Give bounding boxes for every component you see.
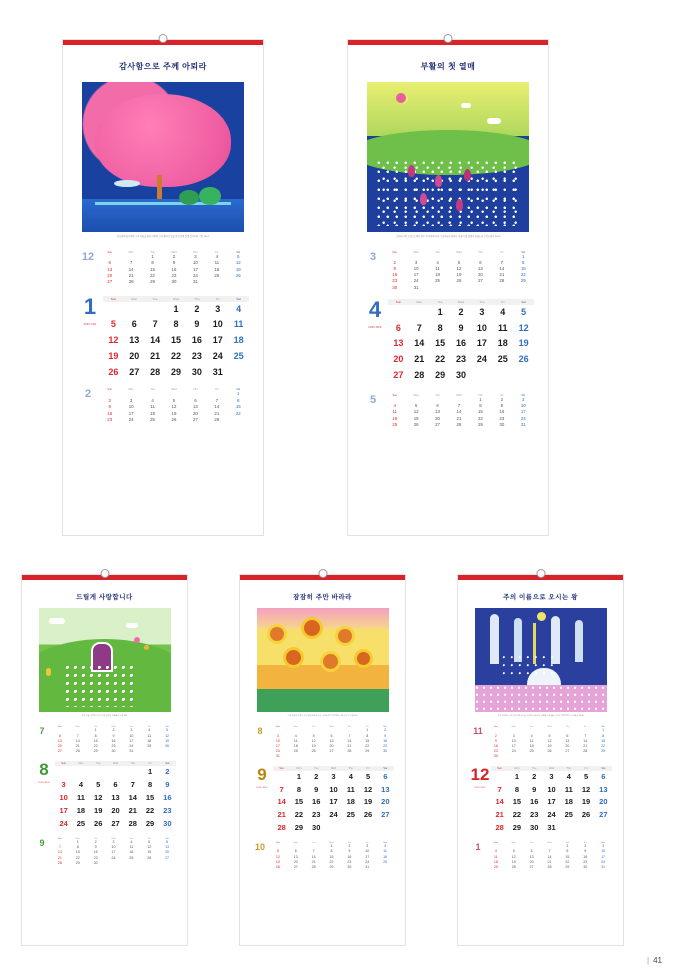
mini-weeks: 1 2 3 4 5 6 7 8 9 10 11 12 13 14 15 16 17 18 19 20 21 22 23 24 25 26 27 28 — [107, 391, 241, 422]
page-number — [647, 956, 662, 965]
main-month-year: 2025 APR — [368, 325, 382, 329]
poster-hook-icon — [159, 34, 168, 43]
main-month-block — [251, 766, 394, 835]
main-weeks: 1 2 3 4 5 6 7 8 9 10 11 12 13 14 15 16 17 18 19 20 21 22 23 24 25 26 27 28 29 30 — [277, 771, 390, 833]
dow-tue: Tue — [529, 726, 534, 729]
dow-sun: Sun — [493, 842, 498, 845]
mini-month-next — [33, 838, 176, 866]
dow-wed: Wed — [111, 726, 116, 729]
dow-sat: Sat — [165, 726, 169, 729]
dow-tue: Tue — [311, 842, 316, 845]
dow-sun: Sun — [107, 250, 113, 254]
mini-month-next — [469, 842, 612, 870]
dow-fri: Fri — [366, 766, 370, 770]
mini-weeks: 1 2 3 4 5 6 7 8 9 10 11 12 13 14 15 16 17 18 19 20 21 22 23 24 25 26 27 28 29 30 31 — [275, 844, 388, 869]
dow-sun: Sun — [57, 837, 62, 840]
mini-month-prev — [77, 251, 249, 286]
poster-caption: 내가 주를 사랑하나이다 나의 힘이신 여호와여 시편 18:1 — [81, 715, 128, 717]
dow-mon: Mon — [131, 296, 138, 301]
dow-thu: Thu — [479, 299, 485, 304]
dow-mon: Mon — [78, 762, 84, 766]
dow-fri: Fri — [500, 393, 504, 397]
mini-weeks: 1 2 3 4 5 6 7 8 9 10 11 12 13 14 15 16 17 18 19 20 21 22 23 24 25 26 27 28 29 30 31 — [392, 396, 526, 428]
main-month-number: 8 — [39, 760, 49, 780]
dow-fri: Fri — [215, 296, 220, 301]
main-weeks: 1 2 3 4 5 6 7 8 9 10 11 12 13 14 15 16 17 18 19 20 21 22 23 24 25 26 27 28 29 30 — [59, 767, 172, 829]
dow-tue: Tue — [532, 766, 537, 770]
dow-mon: Mon — [75, 837, 80, 840]
dow-wed: Wed — [111, 837, 116, 840]
dow-wed: Wed — [330, 766, 337, 770]
dow-thu: Thu — [129, 726, 134, 729]
mini-month-number: 1 — [475, 842, 481, 853]
dow-wed: Wed — [329, 842, 334, 845]
dow-fri: Fri — [147, 837, 151, 840]
dow-sun: Sun — [61, 762, 66, 766]
dow-sat: Sat — [601, 726, 605, 729]
dow-fri: Fri — [583, 842, 587, 845]
mini-weeks: 1 2 3 4 5 6 7 8 9 10 11 12 13 14 15 16 17 18 19 20 21 22 23 24 25 26 27 28 29 30 31 — [107, 253, 241, 285]
poster-caption: 찬송하리로다 주의 이름으로 오시는 왕이여 하늘에는 평화요 가장 높은 곳에는 영광이로다 누가복음 19:38 — [497, 715, 584, 717]
main-month-year: 2025 JAN — [83, 322, 97, 326]
poster-hook-icon — [100, 569, 109, 578]
dow-wed: Wed — [171, 388, 177, 392]
dow-sun: Sun — [275, 726, 280, 729]
mini-weeks: 1 2 3 4 5 6 7 8 9 10 11 12 13 14 15 16 17 18 19 20 21 22 23 24 25 26 27 28 29 30 31 — [57, 728, 170, 754]
poster-title: 잠잠히 주만 바라라 — [293, 594, 352, 601]
main-weeks: 1 2 3 4 5 6 7 8 9 10 11 12 13 14 15 16 17 18 19 20 21 22 23 24 25 26 27 28 29 30 — [393, 306, 529, 380]
dow-mon: Mon — [293, 842, 298, 845]
main-month-year: 2025 AUG — [38, 782, 50, 785]
dow-mon: Mon — [128, 388, 134, 392]
mini-month-number: 11 — [473, 726, 483, 737]
dow-tue: Tue — [93, 837, 98, 840]
mini-weeks: 1 2 3 4 5 6 7 8 9 10 11 12 13 14 15 16 17 18 19 20 21 22 23 24 25 26 27 28 29 30 31 — [493, 844, 606, 869]
dow-mon: Mon — [293, 726, 298, 729]
main-weeks: 1 2 3 4 5 6 7 8 9 10 11 12 13 14 15 16 17 18 19 20 21 22 23 24 25 26 27 28 29 30 31 — [108, 303, 244, 377]
mini-month-next — [362, 394, 534, 429]
dow-wed: Wed — [171, 250, 177, 254]
dow-thu: Thu — [130, 762, 136, 766]
page-number-bar: | — [647, 956, 650, 965]
dow-sat: Sat — [383, 842, 387, 845]
mini-weeks: 1 2 3 4 5 6 7 8 9 10 11 12 13 14 15 16 17 18 19 20 21 22 23 24 25 26 27 28 29 30 31 — [392, 253, 526, 290]
dow-sat: Sat — [165, 762, 170, 766]
dow-thu: Thu — [347, 726, 352, 729]
dow-thu: Thu — [478, 393, 483, 397]
dow-thu: Thu — [193, 250, 198, 254]
mini-month-number: 5 — [369, 393, 377, 406]
dow-tue: Tue — [529, 842, 534, 845]
dow-fri: Fri — [583, 726, 587, 729]
dow-tue: Tue — [311, 726, 316, 729]
dow-sat: Sat — [521, 299, 526, 304]
dow-mon: Mon — [296, 766, 302, 770]
main-month-number: 1 — [83, 293, 97, 319]
dow-fri: Fri — [584, 766, 588, 770]
dow-fri: Fri — [215, 388, 219, 392]
dow-sat: Sat — [383, 726, 387, 729]
calendar-poster-dec[interactable] — [458, 575, 623, 945]
dow-sat: Sat — [236, 250, 241, 254]
dow-wed: Wed — [112, 762, 119, 766]
dow-wed: Wed — [329, 726, 334, 729]
dow-sun: Sun — [497, 766, 502, 770]
dow-thu: Thu — [566, 766, 572, 770]
mini-month-number: 3 — [369, 250, 377, 263]
main-month-number: 4 — [368, 296, 382, 322]
dow-thu: Thu — [478, 250, 483, 254]
mini-month-number: 9 — [39, 837, 45, 848]
dow-mon: Mon — [416, 299, 423, 304]
dow-tue: Tue — [150, 388, 155, 392]
dow-sun: Sun — [279, 766, 284, 770]
poster-artwork-lotus-field — [367, 82, 529, 232]
dow-sun: Sun — [392, 250, 398, 254]
poster-artwork-pink-blossom-tree — [82, 82, 244, 232]
calendar-poster-jan[interactable] — [63, 40, 263, 535]
main-month-block — [469, 766, 612, 835]
mini-month-number: 10 — [254, 842, 265, 853]
dow-mon: Mon — [413, 250, 419, 254]
dow-sun: Sun — [493, 726, 498, 729]
mini-month-number: 12 — [81, 250, 95, 263]
dow-mon: Mon — [75, 726, 80, 729]
mini-month-number: 7 — [39, 726, 45, 737]
mini-month-next — [251, 842, 394, 870]
poster-artwork-sunflower-field — [257, 608, 389, 712]
mini-month-prev — [251, 726, 394, 759]
mini-month-number: 8 — [257, 726, 263, 737]
dow-fri: Fri — [147, 726, 151, 729]
dow-mon: Mon — [511, 842, 516, 845]
dow-fri: Fri — [148, 762, 152, 766]
main-month-block — [362, 296, 534, 384]
dow-tue: Tue — [150, 250, 155, 254]
poster-title: 드릴게 사랑합니다 — [76, 594, 133, 601]
mini-month-prev — [33, 726, 176, 754]
dow-sun: Sun — [110, 296, 117, 301]
main-month-year: 2025 DEC — [474, 786, 486, 789]
poster-caption: 그러나 이제 그리스도께서 죽은 자 가운데서 다시 살아나사 잠자는 자들의 첫 열매가 되셨도다 고린도전서 15:20 — [395, 236, 501, 238]
main-weeks: 1 2 3 4 5 6 7 8 9 10 11 12 13 14 15 16 17 18 19 20 21 22 23 24 25 26 27 28 29 30 31 — [495, 771, 608, 833]
dow-sun: Sun — [57, 726, 62, 729]
dow-sat: Sat — [236, 296, 241, 301]
dow-sat: Sat — [601, 842, 605, 845]
dow-wed: Wed — [456, 250, 462, 254]
dow-mon: Mon — [511, 726, 516, 729]
dow-fri: Fri — [215, 250, 219, 254]
page-number-value: 41 — [653, 956, 662, 965]
poster-artwork-blue-winter-church — [475, 608, 607, 712]
main-month-year: 2025 SEP — [256, 786, 268, 789]
mini-weeks: 1 2 3 4 5 6 7 8 9 10 11 12 13 14 15 16 17 18 19 20 21 22 23 24 25 26 27 28 29 30 — [493, 728, 606, 759]
dow-fri: Fri — [365, 842, 369, 845]
dow-wed: Wed — [547, 726, 552, 729]
dow-sun: Sun — [395, 299, 402, 304]
dow-sat: Sat — [521, 250, 526, 254]
dow-sun: Sun — [275, 842, 280, 845]
dow-sat: Sat — [521, 393, 526, 397]
dow-thu: Thu — [565, 726, 570, 729]
dow-thu: Thu — [194, 296, 200, 301]
calendar-poster-apr[interactable] — [348, 40, 548, 535]
poster-artwork-green-hill-door — [39, 608, 171, 712]
dow-tue: Tue — [152, 296, 158, 301]
dow-wed: Wed — [456, 393, 462, 397]
poster-caption: 나의 영혼아 잠잠히 하나님만 바라라 무릇 나의 소망이 그로부터 나오는도다 시편 62:5 — [287, 715, 358, 717]
dow-tue: Tue — [96, 762, 101, 766]
dow-wed: Wed — [457, 299, 465, 304]
poster-title: 감사함으로 주께 아뢰라 — [119, 62, 207, 71]
dow-wed: Wed — [172, 296, 180, 301]
mini-weeks: 1 2 3 4 5 6 7 8 9 10 11 12 13 14 15 16 17 18 19 20 21 22 23 24 25 26 27 28 29 30 — [57, 839, 170, 865]
dow-fri: Fri — [365, 726, 369, 729]
poster-caption: 여호와께 감사하며 그의 이름을 불러 아뢰며 그가 행하신 일을 만민 중에 알게 할지어다 시편 105:1 — [116, 236, 210, 238]
dow-thu: Thu — [348, 766, 354, 770]
dow-fri: Fri — [500, 299, 505, 304]
dow-tue: Tue — [437, 299, 443, 304]
dow-mon: Mon — [413, 393, 419, 397]
dow-tue: Tue — [435, 250, 440, 254]
dow-mon: Mon — [128, 250, 134, 254]
dow-thu: Thu — [193, 388, 198, 392]
dow-sun: Sun — [107, 388, 113, 392]
dow-fri: Fri — [500, 250, 504, 254]
dow-sat: Sat — [601, 766, 606, 770]
main-month-number: 9 — [257, 764, 267, 784]
mini-weeks: 1 2 3 4 5 6 7 8 9 10 11 12 13 14 15 16 17 18 19 20 21 22 23 24 25 26 27 28 29 30 31 — [275, 728, 388, 759]
dow-mon: Mon — [514, 766, 520, 770]
main-month-block — [77, 293, 249, 381]
mini-month-number: 2 — [84, 388, 92, 401]
calendar-poster-sep[interactable] — [240, 575, 405, 945]
dow-sat: Sat — [165, 837, 169, 840]
poster-title: 주의 이름으로 오시는 왕 — [503, 594, 578, 601]
dow-thu: Thu — [129, 837, 134, 840]
dow-sat: Sat — [236, 388, 241, 392]
main-month-block — [33, 761, 176, 830]
dow-wed: Wed — [547, 842, 552, 845]
dow-thu: Thu — [347, 842, 352, 845]
dow-sun: Sun — [392, 393, 398, 397]
calendar-poster-aug[interactable] — [22, 575, 187, 945]
poster-hook-icon — [318, 569, 327, 578]
dow-tue: Tue — [93, 726, 98, 729]
dow-sat: Sat — [383, 766, 388, 770]
mini-month-prev — [362, 251, 534, 291]
dow-tue: Tue — [435, 393, 440, 397]
mini-month-prev — [469, 726, 612, 759]
dow-tue: Tue — [314, 766, 319, 770]
main-month-number: 12 — [470, 764, 490, 784]
poster-hook-icon — [536, 569, 545, 578]
dow-wed: Wed — [548, 766, 555, 770]
mini-month-next — [77, 388, 249, 423]
dow-thu: Thu — [565, 842, 570, 845]
poster-hook-icon — [444, 34, 453, 43]
poster-title: 부활의 첫 열매 — [420, 62, 476, 71]
